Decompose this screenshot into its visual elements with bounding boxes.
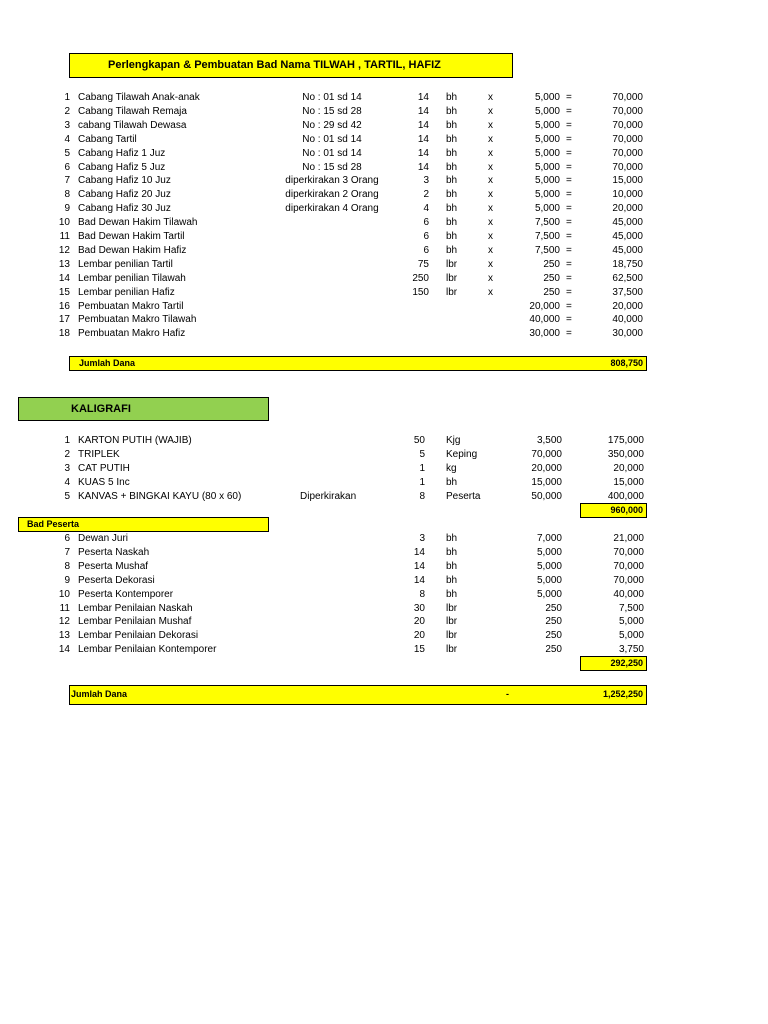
row-price: 15,000 — [531, 477, 562, 488]
row-number: 11 — [59, 602, 70, 614]
row-multiply: x — [488, 203, 493, 215]
row-unit: bh — [446, 175, 458, 187]
row-unit: bh — [446, 189, 458, 201]
row-number: 16 — [58, 300, 70, 312]
row-number: 7 — [64, 546, 70, 558]
row-qty: 2 — [423, 189, 429, 201]
row-item: Peserta Kontemporer — [78, 588, 174, 600]
row-equals: = — [566, 258, 572, 270]
row-unit: Peserta — [446, 491, 481, 502]
section2-title: KALIGRAFI — [71, 403, 131, 415]
table-row — [0, 629, 768, 643]
row-total: 5,000 — [618, 616, 644, 628]
row-number: 6 — [64, 161, 70, 173]
row-unit: bh — [446, 244, 458, 256]
row-qty: 250 — [412, 272, 429, 284]
row-qty: 3 — [419, 533, 425, 544]
row-item: Lembar penilian Tilawah — [78, 272, 186, 284]
table-row — [0, 560, 768, 574]
row-item: Cabang Hafiz 5 Juz — [78, 161, 166, 173]
row-price: 250 — [543, 258, 560, 270]
row-price: 250 — [545, 644, 562, 656]
table-row — [0, 313, 768, 327]
row-number: 12 — [58, 244, 70, 256]
row-unit: kg — [446, 463, 457, 474]
row-number: 5 — [64, 491, 70, 502]
row-item: Cabang Hafiz 30 Juz — [78, 203, 171, 215]
row-item: Lembar Penilaian Naskah — [78, 602, 193, 614]
table-row — [0, 643, 768, 657]
row-note: diperkirakan 2 Orang — [285, 189, 379, 201]
row-total: 70,000 — [612, 92, 643, 103]
row-total: 70,000 — [612, 105, 643, 117]
section2-total-label: Jumlah Dana — [71, 689, 128, 699]
row-total: 175,000 — [607, 435, 644, 446]
table-row — [0, 147, 768, 161]
row-multiply: x — [488, 258, 493, 270]
table-row — [0, 119, 768, 133]
row-price: 250 — [545, 602, 562, 614]
table-row — [0, 300, 768, 314]
row-total: 45,000 — [612, 231, 643, 242]
row-unit: bh — [446, 105, 458, 117]
row-equals: = — [566, 175, 572, 187]
row-price: 20,000 — [531, 463, 562, 474]
row-qty: 14 — [417, 92, 429, 103]
row-multiply: x — [488, 231, 493, 242]
row-price: 40,000 — [529, 314, 560, 326]
row-qty: 6 — [423, 217, 429, 229]
row-unit: bh — [446, 203, 458, 215]
row-price: 5,000 — [536, 560, 562, 572]
row-equals: = — [566, 203, 572, 215]
row-qty: 6 — [423, 244, 429, 256]
row-qty: 75 — [417, 258, 429, 270]
row-note: Diperkirakan — [300, 491, 357, 502]
row-price: 5,000 — [534, 119, 560, 131]
section2-total-value: 1,252,250 — [602, 689, 643, 699]
row-multiply: x — [488, 244, 493, 256]
row-price: 7,000 — [536, 533, 562, 544]
row-number: 17 — [58, 314, 70, 326]
row-item: cabang Tilawah Dewasa — [78, 119, 187, 131]
row-number: 2 — [64, 105, 70, 117]
table-row — [0, 230, 768, 244]
row-price: 20,000 — [529, 300, 560, 312]
table-row — [0, 272, 768, 286]
row-unit: bh — [446, 588, 458, 600]
row-equals: = — [566, 328, 572, 340]
table-row — [0, 448, 768, 462]
row-multiply: x — [488, 161, 493, 173]
row-item: Pembuatan Makro Tilawah — [78, 314, 197, 326]
row-total: 30,000 — [612, 328, 643, 340]
row-number: 6 — [64, 533, 70, 544]
row-qty: 20 — [413, 630, 425, 642]
row-note: No : 01 sd 14 — [302, 133, 362, 145]
row-item: Peserta Naskah — [78, 546, 150, 558]
row-item: Peserta Mushaf — [78, 560, 149, 572]
row-total: 37,500 — [612, 286, 643, 298]
row-price: 30,000 — [529, 328, 560, 340]
row-unit: Kjg — [446, 435, 461, 446]
row-unit: bh — [446, 147, 458, 159]
table-row — [0, 216, 768, 230]
row-number: 4 — [64, 133, 70, 145]
row-unit: lbr — [446, 616, 458, 628]
row-total: 15,000 — [612, 175, 643, 187]
row-total: 45,000 — [612, 244, 643, 256]
row-number: 1 — [64, 435, 70, 446]
row-qty: 14 — [417, 161, 429, 173]
row-total: 400,000 — [607, 491, 644, 502]
table-row — [0, 105, 768, 119]
row-note: No : 15 sd 28 — [302, 161, 362, 173]
section1-title-box — [69, 53, 513, 78]
table-row — [0, 258, 768, 272]
row-item: Lembar Penilaian Mushaf — [78, 616, 192, 628]
row-item: Dewan Juri — [78, 533, 129, 544]
row-multiply: x — [488, 189, 493, 201]
row-qty: 14 — [413, 574, 425, 586]
row-equals: = — [566, 272, 572, 284]
table-row — [0, 490, 768, 504]
row-item: Cabang Tilawah Anak-anak — [78, 92, 200, 103]
row-equals: = — [566, 217, 572, 229]
row-unit: bh — [446, 133, 458, 145]
row-unit: lbr — [446, 602, 458, 614]
row-total: 40,000 — [612, 314, 643, 326]
row-qty: 1 — [419, 463, 425, 474]
row-item: Bad Dewan Hakim Tartil — [78, 231, 185, 242]
row-item: KARTON PUTIH (WAJIB) — [78, 435, 192, 446]
row-multiply: x — [488, 119, 493, 131]
row-total: 70,000 — [612, 119, 643, 131]
row-number: 3 — [64, 119, 70, 131]
row-price: 5,000 — [534, 161, 560, 173]
row-item: Lembar Penilaian Kontemporer — [78, 644, 217, 656]
row-number: 15 — [58, 286, 70, 298]
row-price: 7,500 — [534, 244, 560, 256]
row-note: No : 15 sd 28 — [302, 105, 362, 117]
row-qty: 3 — [423, 175, 429, 187]
row-number: 8 — [64, 560, 70, 572]
row-multiply: x — [488, 175, 493, 187]
row-qty: 8 — [419, 588, 425, 600]
row-qty: 14 — [417, 147, 429, 159]
row-price: 7,500 — [534, 231, 560, 242]
row-total: 70,000 — [612, 147, 643, 159]
row-qty: 150 — [412, 286, 429, 298]
table-row — [0, 588, 768, 602]
table-row — [0, 133, 768, 147]
row-price: 70,000 — [531, 449, 562, 460]
row-total: 62,500 — [612, 272, 643, 284]
row-note: No : 01 sd 14 — [302, 92, 362, 103]
row-item: Lembar penilian Tartil — [78, 258, 173, 270]
row-equals: = — [566, 300, 572, 312]
row-qty: 5 — [419, 449, 425, 460]
row-price: 250 — [543, 272, 560, 284]
row-note: No : 29 sd 42 — [302, 119, 362, 131]
row-note: diperkirakan 4 Orang — [285, 203, 379, 215]
row-unit: bh — [446, 574, 458, 586]
row-multiply: x — [488, 105, 493, 117]
row-qty: 14 — [413, 560, 425, 572]
table-row — [0, 91, 768, 105]
row-item: Cabang Hafiz 10 Juz — [78, 175, 171, 187]
row-total: 18,750 — [612, 258, 643, 270]
table-row — [0, 174, 768, 188]
row-number: 9 — [64, 574, 70, 586]
section1-total-bar — [69, 356, 647, 371]
row-item: Lembar penilian Hafiz — [78, 286, 175, 298]
section2-subtotal2-value: 292,250 — [610, 658, 643, 668]
row-equals: = — [566, 189, 572, 201]
row-qty: 14 — [417, 133, 429, 145]
row-total: 21,000 — [613, 533, 644, 544]
row-unit: bh — [446, 533, 458, 544]
table-row — [0, 202, 768, 216]
section2-title-box — [18, 397, 269, 421]
row-number: 5 — [64, 147, 70, 159]
row-price: 3,500 — [536, 435, 562, 446]
row-price: 5,000 — [534, 175, 560, 187]
row-note: No : 01 sd 14 — [302, 147, 362, 159]
row-price: 5,000 — [534, 203, 560, 215]
row-total: 45,000 — [612, 217, 643, 229]
row-unit: bh — [446, 477, 458, 488]
row-item: Cabang Hafiz 20 Juz — [78, 189, 171, 201]
row-total: 70,000 — [612, 133, 643, 145]
row-number: 3 — [64, 463, 70, 474]
row-unit: lbr — [446, 258, 458, 270]
row-total: 20,000 — [612, 203, 643, 215]
table-row — [0, 615, 768, 629]
row-unit: bh — [446, 231, 458, 242]
row-total: 350,000 — [607, 449, 644, 460]
row-equals: = — [566, 231, 572, 242]
table-row — [0, 244, 768, 258]
row-unit: bh — [446, 119, 458, 131]
row-price: 5,000 — [534, 92, 560, 103]
row-equals: = — [566, 244, 572, 256]
table-row — [0, 434, 768, 448]
section2-total-bar — [69, 685, 647, 705]
table-row — [0, 476, 768, 490]
row-qty: 20 — [413, 616, 425, 628]
row-total: 70,000 — [613, 546, 644, 558]
row-unit: lbr — [446, 644, 458, 656]
row-multiply: x — [488, 147, 493, 159]
row-number: 8 — [64, 189, 70, 201]
row-total: 7,500 — [618, 602, 644, 614]
row-price: 5,000 — [536, 574, 562, 586]
row-item: TRIPLEK — [78, 449, 120, 460]
row-multiply: x — [488, 133, 493, 145]
row-number: 9 — [64, 203, 70, 215]
row-number: 1 — [64, 92, 70, 103]
row-price: 5,000 — [534, 105, 560, 117]
row-note: diperkirakan 3 Orang — [285, 175, 379, 187]
row-equals: = — [566, 105, 572, 117]
table-row — [0, 327, 768, 341]
table-row — [0, 161, 768, 175]
row-qty: 14 — [417, 105, 429, 117]
row-number: 2 — [64, 449, 70, 460]
row-qty: 1 — [419, 477, 425, 488]
row-equals: = — [566, 133, 572, 145]
row-number: 14 — [58, 644, 70, 656]
row-item: Pembuatan Makro Hafiz — [78, 328, 186, 340]
row-equals: = — [566, 286, 572, 298]
row-number: 14 — [58, 272, 70, 284]
section2-subtotal2-box — [580, 656, 647, 671]
row-number: 7 — [64, 175, 70, 187]
row-unit: lbr — [446, 630, 458, 642]
row-total: 20,000 — [612, 300, 643, 312]
row-price: 7,500 — [534, 217, 560, 229]
row-price: 5,000 — [534, 147, 560, 159]
row-item: KANVAS + BINGKAI KAYU (80 x 60) — [78, 491, 242, 502]
row-item: Cabang Tilawah Remaja — [78, 105, 187, 117]
row-unit: lbr — [446, 286, 458, 298]
row-unit: bh — [446, 161, 458, 173]
bad-peserta-title: Bad Peserta — [27, 519, 80, 529]
row-price: 250 — [543, 286, 560, 298]
row-item: Lembar Penilaian Dekorasi — [78, 630, 199, 642]
row-item: Bad Dewan Hakim Tilawah — [78, 217, 198, 229]
row-qty: 50 — [413, 435, 425, 446]
row-price: 50,000 — [531, 491, 562, 502]
row-total: 70,000 — [613, 574, 644, 586]
section1-title: Perlengkapan & Pembuatan Bad Nama TILWAH , TARTIL, HAFIZ — [108, 59, 441, 71]
row-unit: bh — [446, 217, 458, 229]
row-number: 12 — [58, 616, 70, 628]
row-qty: 14 — [413, 546, 425, 558]
row-unit: bh — [446, 92, 458, 103]
row-price: 5,000 — [534, 133, 560, 145]
row-price: 250 — [545, 616, 562, 628]
row-multiply: x — [488, 272, 493, 284]
row-qty: 8 — [419, 491, 425, 502]
row-number: 10 — [58, 217, 70, 229]
row-item: Pembuatan Makro Tartil — [78, 300, 184, 312]
row-item: Cabang Hafiz 1 Juz — [78, 147, 166, 159]
row-total: 70,000 — [612, 161, 643, 173]
bad-peserta-box — [18, 517, 269, 532]
row-equals: = — [566, 119, 572, 131]
row-equals: = — [566, 314, 572, 326]
section2-subtotal1-value: 960,000 — [610, 505, 643, 515]
row-price: 250 — [545, 630, 562, 642]
row-price: 5,000 — [534, 189, 560, 201]
row-item: CAT PUTIH — [78, 463, 130, 474]
row-total: 10,000 — [612, 189, 643, 201]
row-total: 40,000 — [613, 588, 644, 600]
table-row — [0, 462, 768, 476]
row-item: Bad Dewan Hakim Hafiz — [78, 244, 187, 256]
row-unit: lbr — [446, 272, 458, 284]
row-price: 5,000 — [536, 588, 562, 600]
table-row — [0, 574, 768, 588]
row-item: KUAS 5 Inc — [78, 477, 130, 488]
table-row — [0, 188, 768, 202]
row-unit: bh — [446, 546, 458, 558]
table-row — [0, 532, 768, 546]
row-item: Cabang Tartil — [78, 133, 137, 145]
table-row — [0, 286, 768, 300]
row-total: 15,000 — [613, 477, 644, 488]
row-number: 18 — [58, 328, 70, 340]
row-equals: = — [566, 147, 572, 159]
row-number: 13 — [58, 630, 70, 642]
table-row — [0, 546, 768, 560]
row-qty: 14 — [417, 119, 429, 131]
row-equals: = — [566, 92, 572, 103]
row-equals: = — [566, 161, 572, 173]
row-price: 5,000 — [536, 546, 562, 558]
table-row — [0, 602, 768, 616]
row-number: 4 — [64, 477, 70, 488]
row-total: 70,000 — [613, 560, 644, 572]
row-qty: 30 — [413, 602, 425, 614]
row-multiply: x — [488, 286, 493, 298]
row-multiply: x — [488, 217, 493, 229]
row-number: 11 — [59, 231, 70, 242]
row-unit: bh — [446, 560, 458, 572]
row-unit: Keping — [446, 449, 478, 460]
row-number: 10 — [58, 588, 70, 600]
row-qty: 4 — [423, 203, 429, 215]
section2-total-dash: - — [506, 689, 509, 699]
row-multiply: x — [488, 92, 493, 103]
section1-total-label: Jumlah Dana — [79, 358, 136, 368]
row-number: 13 — [58, 258, 70, 270]
row-qty: 15 — [413, 644, 425, 656]
section1-total-value: 808,750 — [610, 358, 643, 368]
row-total: 20,000 — [613, 463, 644, 474]
row-item: Peserta Dekorasi — [78, 574, 155, 586]
row-qty: 6 — [423, 231, 429, 242]
row-total: 3,750 — [618, 644, 644, 656]
row-total: 5,000 — [618, 630, 644, 642]
section2-subtotal1-box — [580, 503, 647, 518]
